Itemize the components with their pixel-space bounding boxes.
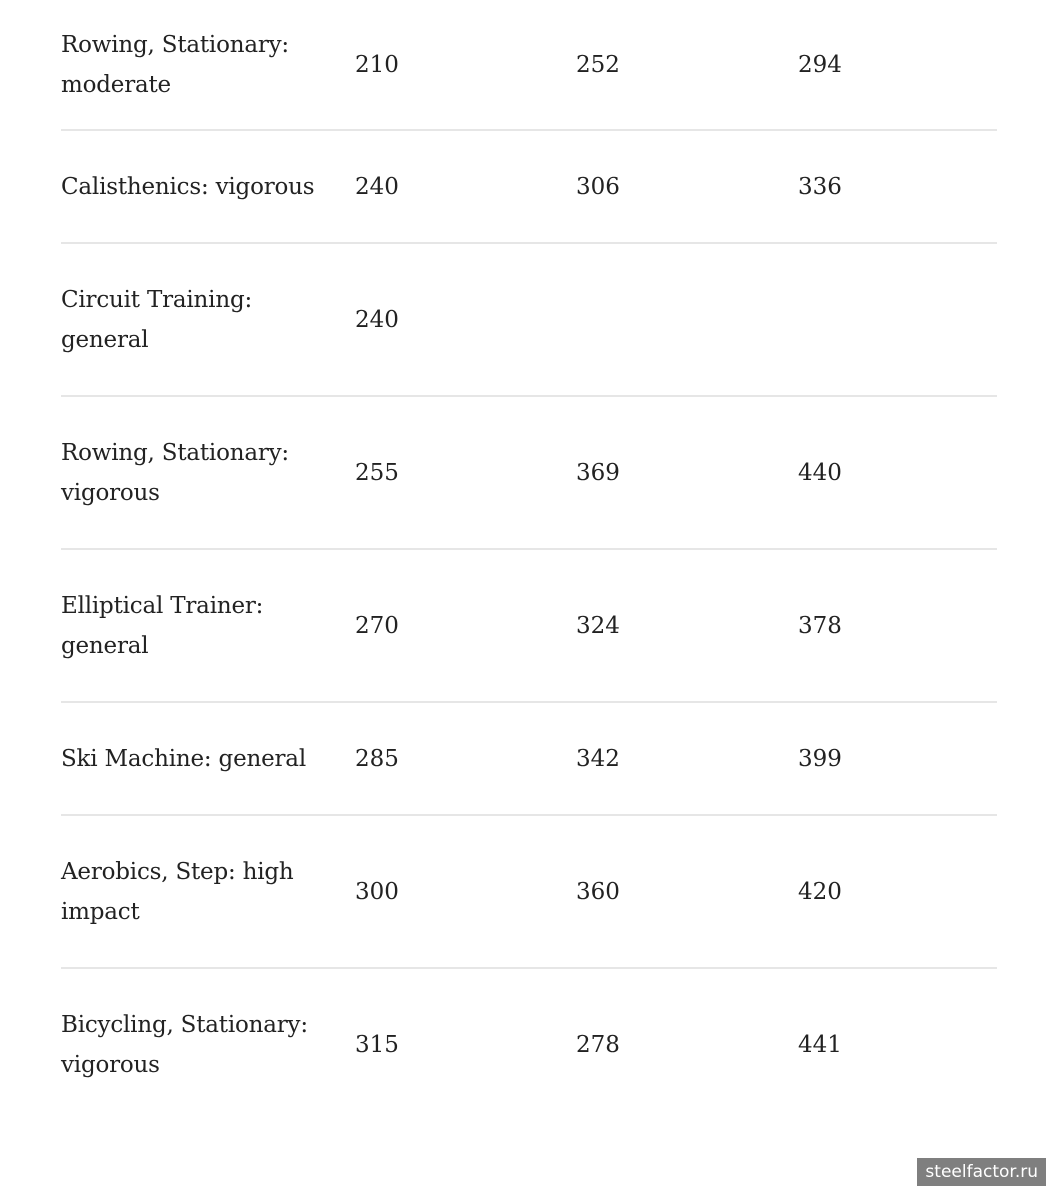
table-row [61, 243, 997, 396]
table-row [61, 396, 997, 549]
value-cell-1: 315 [355, 968, 576, 1120]
activity-name-cell: Rowing, Stationary: vigorous [61, 396, 355, 549]
activity-name-cell: Elliptical Trainer: general [61, 549, 355, 702]
activity-name-cell: Bicycling, Stationary: vigorous [61, 968, 355, 1120]
activity-name-cell: Ski Machine: general [61, 702, 355, 815]
value-cell-1: 270 [355, 549, 576, 702]
calorie-table [61, 0, 997, 1120]
activity-name-cell: Rowing, Stationary: moderate [61, 31, 289, 98]
table-row [61, 815, 997, 968]
value-cell-1: 285 [355, 702, 576, 815]
calorie-table-container [61, 0, 997, 1120]
value-cell-3: 399 [798, 702, 997, 815]
value-cell-3: 440 [798, 396, 997, 549]
table-row [61, 968, 997, 1120]
activity-name-cell: Circuit Training: general [61, 243, 355, 396]
activity-name-cell: Calisthenics: vigorous [61, 130, 355, 243]
value-cell-2: 360 [576, 815, 798, 968]
value-cell-2 [576, 243, 798, 396]
value-cell-1: 240 [355, 130, 576, 243]
value-cell-3: 294 [798, 51, 842, 78]
table-row [61, 130, 997, 243]
table-row [61, 549, 997, 702]
value-cell-1: 210 [355, 51, 399, 78]
table-row [61, 0, 997, 130]
table-row [61, 702, 997, 815]
site-watermark: steelfactor.ru [917, 1158, 1046, 1186]
value-cell-3: 336 [798, 130, 997, 243]
value-cell-3 [798, 243, 997, 396]
value-cell-2: 342 [576, 702, 798, 815]
value-cell-3: 441 [798, 968, 997, 1120]
value-cell-2: 369 [576, 396, 798, 549]
activity-name-cell: Aerobics, Step: high impact [61, 815, 355, 968]
value-cell-2: 324 [576, 549, 798, 702]
value-cell-2: 252 [576, 51, 620, 78]
value-cell-3: 378 [798, 549, 997, 702]
value-cell-1: 255 [355, 396, 576, 549]
value-cell-1: 240 [355, 243, 576, 396]
value-cell-1: 300 [355, 815, 576, 968]
value-cell-2: 278 [576, 968, 798, 1120]
value-cell-2: 306 [576, 130, 798, 243]
value-cell-3: 420 [798, 815, 997, 968]
